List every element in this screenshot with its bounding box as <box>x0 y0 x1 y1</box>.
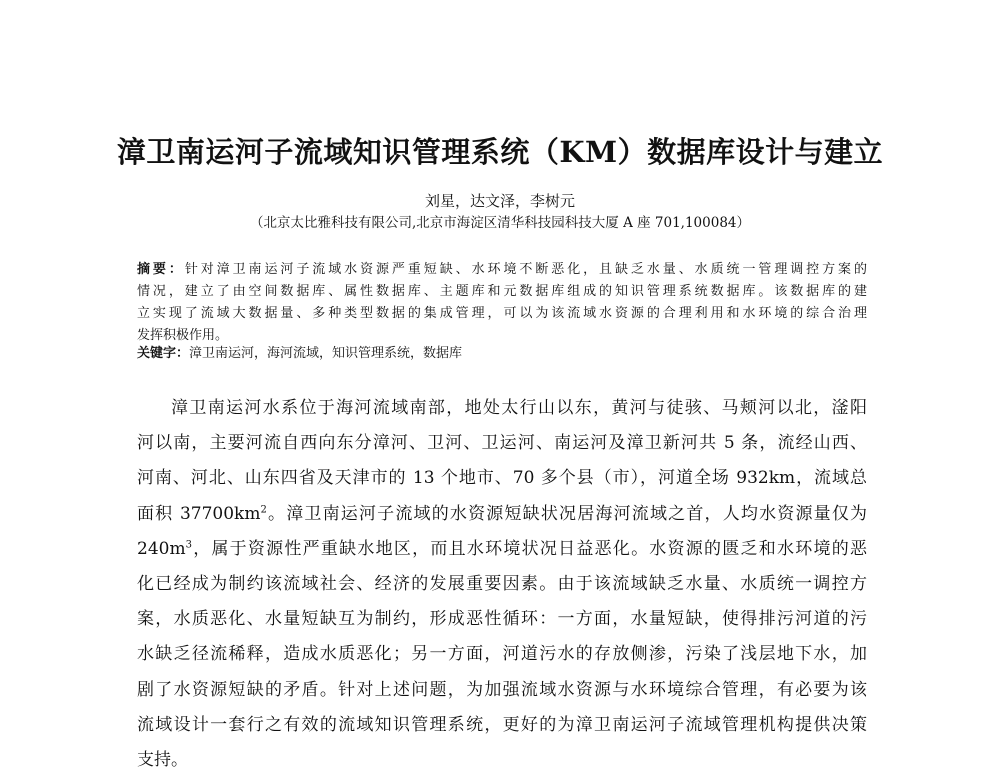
body-line: 漳卫南运河水系位于海河流域南部，地处太行山以东，黄河与徒骇、马颊河以北，滏阳 <box>171 398 867 418</box>
body-paragraph <box>137 391 867 778</box>
body-line: 流域设计一套行之有效的流域知识管理系统，更好的为漳卫南运河子流域管理机构提供决策 <box>137 714 867 735</box>
body-line: 支持。 <box>137 750 188 771</box>
abstract-line: 摘要：针对漳卫南运河子流域水资源严重短缺、水环境不断恶化，且缺乏水量、水质统一管理调控方案的 <box>137 262 867 277</box>
body-line: 河南、河北、山东四省及天津市的 13 个地市、70 多个县（市），河道全场 932km，流域总 <box>137 468 867 489</box>
body-line: 水缺乏径流稀释，造成水质恶化；另一方面，河道污水的存放侧渗，污染了浅层地下水，加 <box>137 644 867 665</box>
body-line: 剧了水资源短缺的矛盾。针对上述问题，为加强流域水资源与水环境综合管理，有必要为该 <box>137 679 867 700</box>
body-line: $240m^3$，属于资源性严重缺水地区，而且水环境状况日益恶化。水资源的匮乏和水环境的恶 <box>137 538 867 559</box>
abstract <box>137 259 867 347</box>
paper-authors: 刘星，达文泽，李树元 <box>424 192 575 210</box>
paper-title: 漳卫南运河子流域知识管理系统（KM）数据库设计与建立 <box>116 135 884 169</box>
abstract-line: 情况，建立了由空间数据库、属性数据库、主题库和元数据库组成的知识管理系统数据库。该数据库的建 <box>137 284 867 299</box>
abstract-line: 发挥积极作用。 <box>137 328 229 343</box>
keywords-label: 关键字： <box>137 346 190 361</box>
keywords-text: 漳卫南运河，海河流域，知识管理系统，数据库 <box>189 346 463 361</box>
superscript: 2 <box>260 503 267 515</box>
body-line: 面积 $37700km^2$。漳卫南运河子流域的水资源短缺状况居海河流域之首，人均水资源量仅为 <box>137 503 868 524</box>
superscript: 3 <box>185 539 192 551</box>
paper-affiliation: （北京太比雅科技有限公司,北京市海淀区清华科技园科技大厦 A 座 701,100084） <box>249 215 750 231</box>
keywords <box>137 343 867 365</box>
body-line: 案，水质恶化、水量短缺互为制约，形成恶性循环：一方面，水量短缺，使得排污河道的污 <box>137 609 867 630</box>
abstract-label: 摘要： <box>137 262 185 277</box>
abstract-line: 立实现了流域大数据量、多种类型数据的集成管理，可以为该流域水资源的合理利用和水环境的综合治理 <box>137 306 867 321</box>
body-line: 化已经成为制约该流域社会、经济的发展重要因素。由于该流域缺乏水量、水质统一调控方 <box>137 574 867 595</box>
body-line: 河以南，主要河流自西向东分漳河、卫河、卫运河、南运河及漳卫新河共 5 条，流经山西、 <box>137 433 867 454</box>
